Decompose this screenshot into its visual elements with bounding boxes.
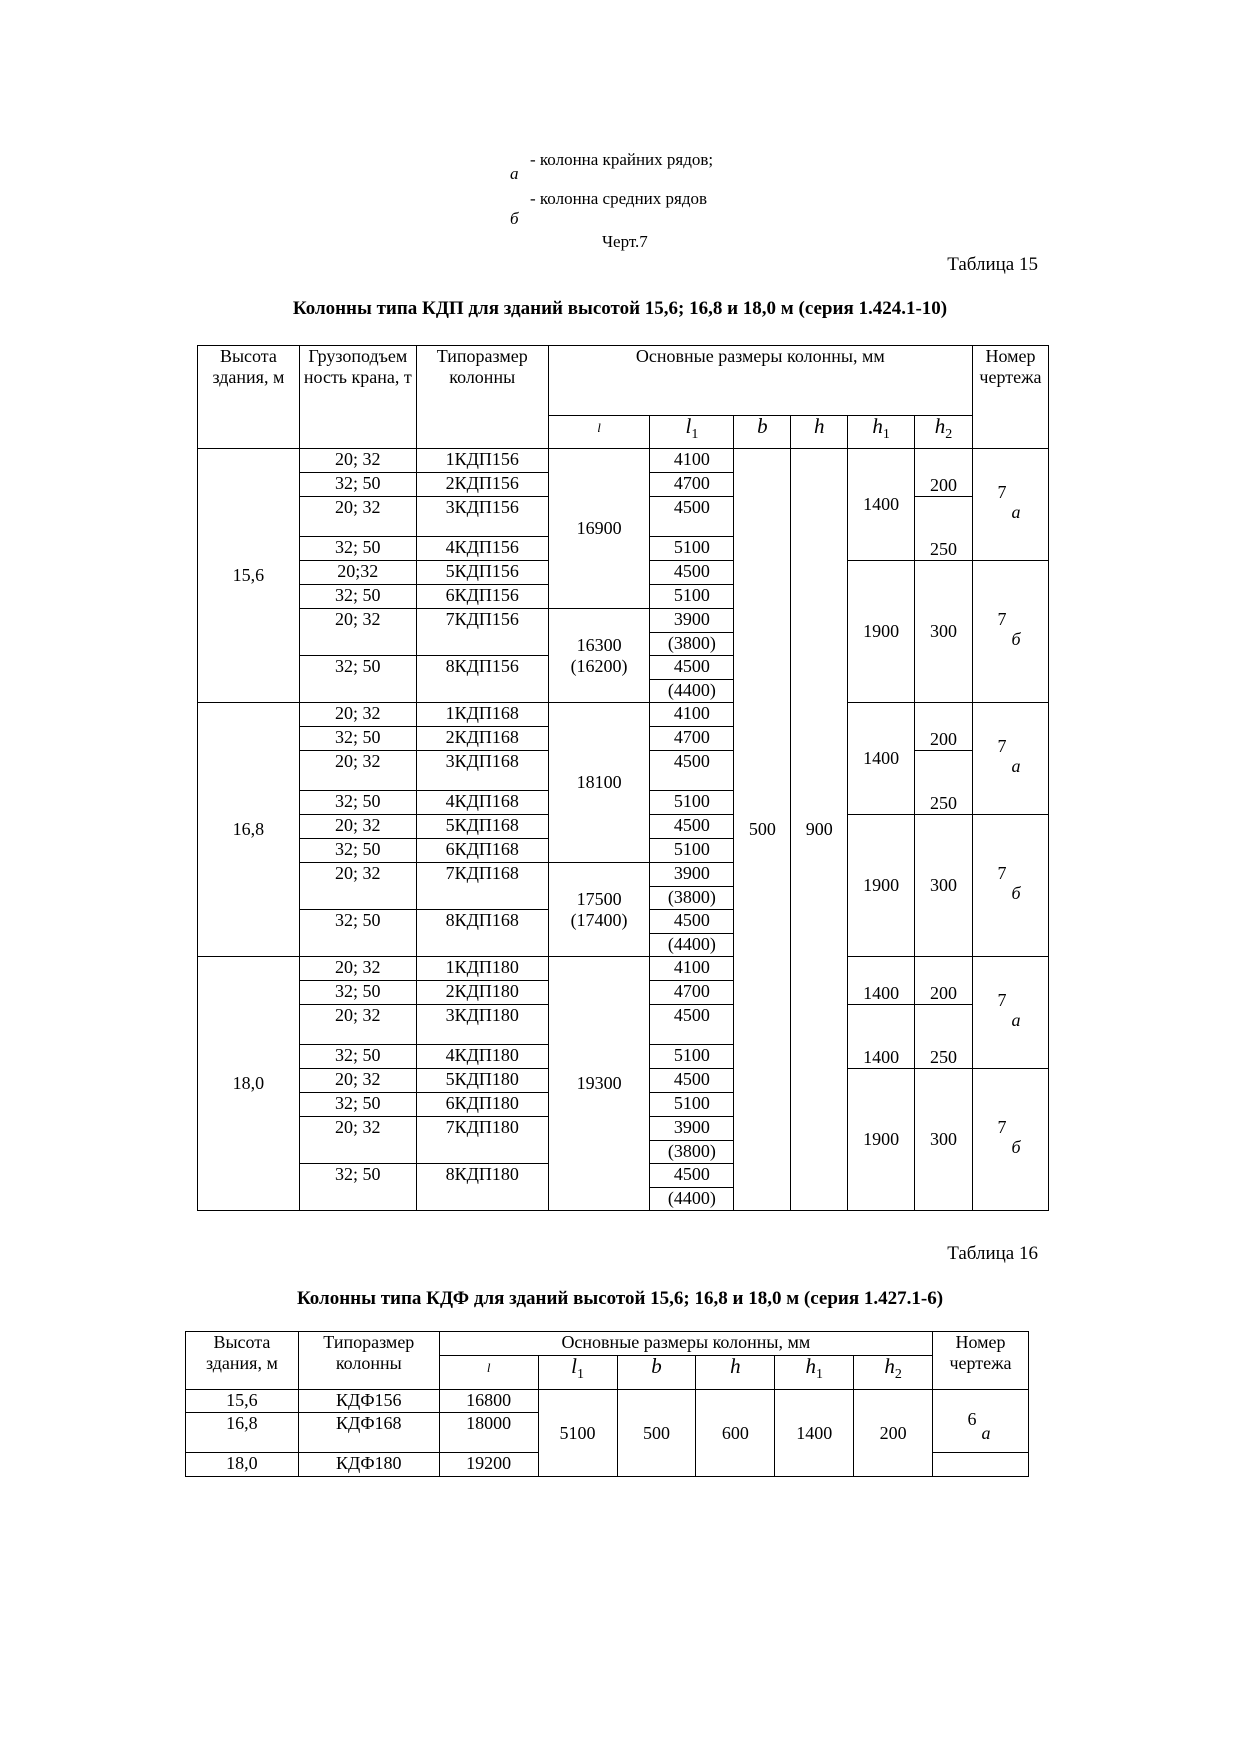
table-row bbox=[198, 957, 1049, 981]
cell-capacity: 32; 50 bbox=[299, 656, 416, 703]
header-h: h bbox=[696, 1356, 775, 1390]
header-drawing: Номер чертежа bbox=[933, 1332, 1029, 1390]
cell-type: КДФ168 bbox=[298, 1413, 439, 1453]
cell-h2: 250 bbox=[915, 497, 973, 561]
cell-capacity: 32; 50 bbox=[299, 1164, 416, 1211]
cell-l1: 5100 bbox=[650, 585, 734, 609]
cell-capacity: 32; 50 bbox=[299, 727, 416, 751]
cell-h1: 1400 bbox=[848, 1005, 915, 1069]
cell-capacity: 20; 32 bbox=[299, 1069, 416, 1093]
cell-type: 8КДП156 bbox=[416, 656, 548, 703]
cell-h2: 200 bbox=[915, 449, 973, 497]
cell-capacity: 32; 50 bbox=[299, 473, 416, 497]
cell-l1-common: 5100 bbox=[538, 1390, 617, 1477]
cell-capacity: 20; 32 bbox=[299, 703, 416, 727]
cell-h-common: 600 bbox=[696, 1390, 775, 1477]
cell-l: 17500 (17400) bbox=[548, 863, 650, 957]
cell-l1: 4500 bbox=[650, 1164, 734, 1188]
cell-type: 2КДП156 bbox=[416, 473, 548, 497]
cell-capacity: 32; 50 bbox=[299, 839, 416, 863]
cell-capacity: 32; 50 bbox=[299, 981, 416, 1005]
header-l1: $l_1$ bbox=[650, 416, 734, 449]
cell-l1: 4700 bbox=[650, 727, 734, 751]
cell-b-common: 500 bbox=[734, 449, 791, 1211]
cell-h2: 300 bbox=[915, 1069, 973, 1211]
header-l: l bbox=[548, 416, 650, 449]
cell-l1: 4500 bbox=[650, 751, 734, 791]
cell-capacity: 20; 32 bbox=[299, 449, 416, 473]
cell-capacity: 20;32 bbox=[299, 561, 416, 585]
cell-drawing: 7 а bbox=[972, 957, 1048, 1069]
cell-type: 7КДП156 bbox=[416, 609, 548, 656]
cell-type: 2КДП180 bbox=[416, 981, 548, 1005]
cell-drawing-empty bbox=[933, 1453, 1029, 1477]
table15-number: Таблица 15 bbox=[947, 254, 1038, 275]
cell-l1: 4500 bbox=[650, 1005, 734, 1045]
cell-l1: 4100 bbox=[650, 957, 734, 981]
cell-capacity: 20; 32 bbox=[299, 497, 416, 537]
cell-b-common: 500 bbox=[617, 1390, 696, 1477]
cell-type: 6КДП156 bbox=[416, 585, 548, 609]
group-height: 16,8 bbox=[198, 703, 300, 957]
header-dims: Основные размеры колонны, мм bbox=[439, 1332, 932, 1356]
cell-drawing: 7 б bbox=[972, 815, 1048, 957]
cell-h2: 250 bbox=[915, 1005, 973, 1069]
cell-h2: 300 bbox=[915, 815, 973, 957]
cell-l: 19200 bbox=[439, 1453, 538, 1477]
header-height: Высота здания, м bbox=[186, 1332, 299, 1390]
cell-drawing: 7 б bbox=[972, 561, 1048, 703]
cell-type: 3КДП180 bbox=[416, 1005, 548, 1045]
cell-type: 8КДП168 bbox=[416, 910, 548, 957]
figure-label: Черт.7 bbox=[602, 232, 648, 251]
cell-type: 5КДП180 bbox=[416, 1069, 548, 1093]
cell-l: 18000 bbox=[439, 1413, 538, 1453]
group-height: 18,0 bbox=[198, 957, 300, 1211]
cell-type: 4КДП180 bbox=[416, 1045, 548, 1069]
header-b: b bbox=[617, 1356, 696, 1390]
cell-type: 7КДП180 bbox=[416, 1117, 548, 1164]
cell-type: 1КДП168 bbox=[416, 703, 548, 727]
header-l1: $l_1$ bbox=[538, 1356, 617, 1390]
cell-type: КДФ156 bbox=[298, 1390, 439, 1413]
cell-l1: 3900 bbox=[650, 863, 734, 887]
table-row bbox=[198, 703, 1049, 727]
cell-type: 5КДП156 bbox=[416, 561, 548, 585]
cell-h2: 200 bbox=[915, 957, 973, 1005]
cell-height: 16,8 bbox=[186, 1413, 299, 1453]
table16-number: Таблица 16 bbox=[947, 1243, 1038, 1264]
cell-h-common: 900 bbox=[791, 449, 848, 1211]
cell-type: 6КДП168 bbox=[416, 839, 548, 863]
cell-l1-alt: (4400) bbox=[650, 680, 734, 703]
cell-l1: 5100 bbox=[650, 1093, 734, 1117]
cell-l1: 4500 bbox=[650, 656, 734, 680]
cell-type: 3КДП156 bbox=[416, 497, 548, 537]
cell-capacity: 20; 32 bbox=[299, 815, 416, 839]
cell-l1-alt: (3800) bbox=[650, 633, 734, 656]
cell-drawing: 6 а bbox=[933, 1390, 1029, 1453]
cell-l1: 4700 bbox=[650, 473, 734, 497]
cell-l1: 5100 bbox=[650, 537, 734, 561]
header-type: Типоразмер колонны bbox=[416, 346, 548, 449]
cell-capacity: 32; 50 bbox=[299, 910, 416, 957]
cell-type: 7КДП168 bbox=[416, 863, 548, 910]
cell-capacity: 20; 32 bbox=[299, 957, 416, 981]
header-l: l bbox=[439, 1356, 538, 1390]
table16-title: Колонны типа КДФ для зданий высотой 15,6; 16,8 и 18,0 м (серия 1.427.1-6) bbox=[296, 1288, 944, 1309]
cell-capacity: 32; 50 bbox=[299, 537, 416, 561]
cell-type: 1КДП180 bbox=[416, 957, 548, 981]
header-dims: Основные размеры колонны, мм bbox=[548, 346, 972, 416]
legend-text-b: - колонна средних рядов bbox=[530, 189, 708, 208]
cell-l1: 4500 bbox=[650, 910, 734, 934]
cell-l1: 4700 bbox=[650, 981, 734, 1005]
cell-h1: 1900 bbox=[848, 815, 915, 957]
table-row bbox=[186, 1390, 1029, 1413]
cell-drawing: 7 б bbox=[972, 1069, 1048, 1211]
cell-l1: 4500 bbox=[650, 815, 734, 839]
header-type: Типоразмер колонны bbox=[298, 1332, 439, 1390]
cell-h1-common: 1400 bbox=[775, 1390, 854, 1477]
cell-l1-alt: (4400) bbox=[650, 934, 734, 957]
cell-l1-alt: (4400) bbox=[650, 1188, 734, 1211]
cell-capacity: 32; 50 bbox=[299, 1093, 416, 1117]
cell-h1: 1400 bbox=[848, 449, 915, 561]
cell-l1: 3900 bbox=[650, 1117, 734, 1141]
cell-capacity: 20; 32 bbox=[299, 863, 416, 910]
header-capacity: Грузоподъем ность крана, т bbox=[299, 346, 416, 449]
legend-letter-b: б bbox=[510, 209, 519, 228]
cell-l1: 5100 bbox=[650, 791, 734, 815]
cell-l1: 5100 bbox=[650, 839, 734, 863]
group-height: 15,6 bbox=[198, 449, 300, 703]
cell-capacity: 32; 50 bbox=[299, 585, 416, 609]
cell-l1: 3900 bbox=[650, 609, 734, 633]
cell-l1: 4100 bbox=[650, 449, 734, 473]
cell-drawing: 7 а bbox=[972, 703, 1048, 815]
cell-height: 18,0 bbox=[186, 1453, 299, 1477]
header-h1: $h_1$ bbox=[848, 416, 915, 449]
cell-h1: 1900 bbox=[848, 1069, 915, 1211]
cell-l1: 4500 bbox=[650, 497, 734, 537]
cell-l1-alt: (3800) bbox=[650, 1141, 734, 1164]
cell-l1: 5100 bbox=[650, 1045, 734, 1069]
header-height: Высота здания, м bbox=[198, 346, 300, 449]
cell-capacity: 20; 32 bbox=[299, 1005, 416, 1045]
cell-h2: 250 bbox=[915, 751, 973, 815]
cell-l1-alt: (3800) bbox=[650, 887, 734, 910]
cell-drawing: 7 а bbox=[972, 449, 1048, 561]
header-h1: $h_1$ bbox=[775, 1356, 854, 1390]
cell-h1: 1400 bbox=[848, 957, 915, 1005]
cell-l: 19300 bbox=[548, 957, 650, 1211]
cell-capacity: 32; 50 bbox=[299, 1045, 416, 1069]
cell-type: 3КДП168 bbox=[416, 751, 548, 791]
cell-type: 1КДП156 bbox=[416, 449, 548, 473]
cell-h2: 200 bbox=[915, 703, 973, 751]
cell-type: КДФ180 bbox=[298, 1453, 439, 1477]
cell-l: 18100 bbox=[548, 703, 650, 863]
legend-text-a: - колонна крайних рядов; bbox=[530, 150, 714, 169]
cell-capacity: 32; 50 bbox=[299, 791, 416, 815]
header-b: b bbox=[734, 416, 791, 449]
cell-type: 6КДП180 bbox=[416, 1093, 548, 1117]
table15 bbox=[197, 345, 1049, 1211]
table-row bbox=[198, 449, 1049, 473]
cell-l1: 4500 bbox=[650, 1069, 734, 1093]
cell-l1: 4500 bbox=[650, 561, 734, 585]
header-h: h bbox=[791, 416, 848, 449]
table15-title: Колонны типа КДП для зданий высотой 15,6; 16,8 и 18,0 м (серия 1.424.1-10) bbox=[292, 298, 948, 319]
cell-h2: 300 bbox=[915, 561, 973, 703]
cell-h1: 1900 bbox=[848, 561, 915, 703]
cell-type: 4КДП156 bbox=[416, 537, 548, 561]
cell-l: 16800 bbox=[439, 1390, 538, 1413]
cell-h2-common: 200 bbox=[854, 1390, 933, 1477]
cell-capacity: 20; 32 bbox=[299, 751, 416, 791]
header-h2: $h_2$ bbox=[915, 416, 973, 449]
cell-type: 2КДП168 bbox=[416, 727, 548, 751]
cell-capacity: 20; 32 bbox=[299, 609, 416, 656]
header-h2: $h_2$ bbox=[854, 1356, 933, 1390]
cell-l: 16900 bbox=[548, 449, 650, 609]
cell-l1: 4100 bbox=[650, 703, 734, 727]
cell-type: 4КДП168 bbox=[416, 791, 548, 815]
cell-type: 5КДП168 bbox=[416, 815, 548, 839]
header-drawing: Номер чертежа bbox=[972, 346, 1048, 449]
cell-capacity: 20; 32 bbox=[299, 1117, 416, 1164]
table16 bbox=[185, 1331, 1029, 1477]
cell-l: 16300 (16200) bbox=[548, 609, 650, 703]
legend-letter-a: а bbox=[510, 164, 519, 183]
cell-type: 8КДП180 bbox=[416, 1164, 548, 1211]
cell-h1: 1400 bbox=[848, 703, 915, 815]
cell-height: 15,6 bbox=[186, 1390, 299, 1413]
